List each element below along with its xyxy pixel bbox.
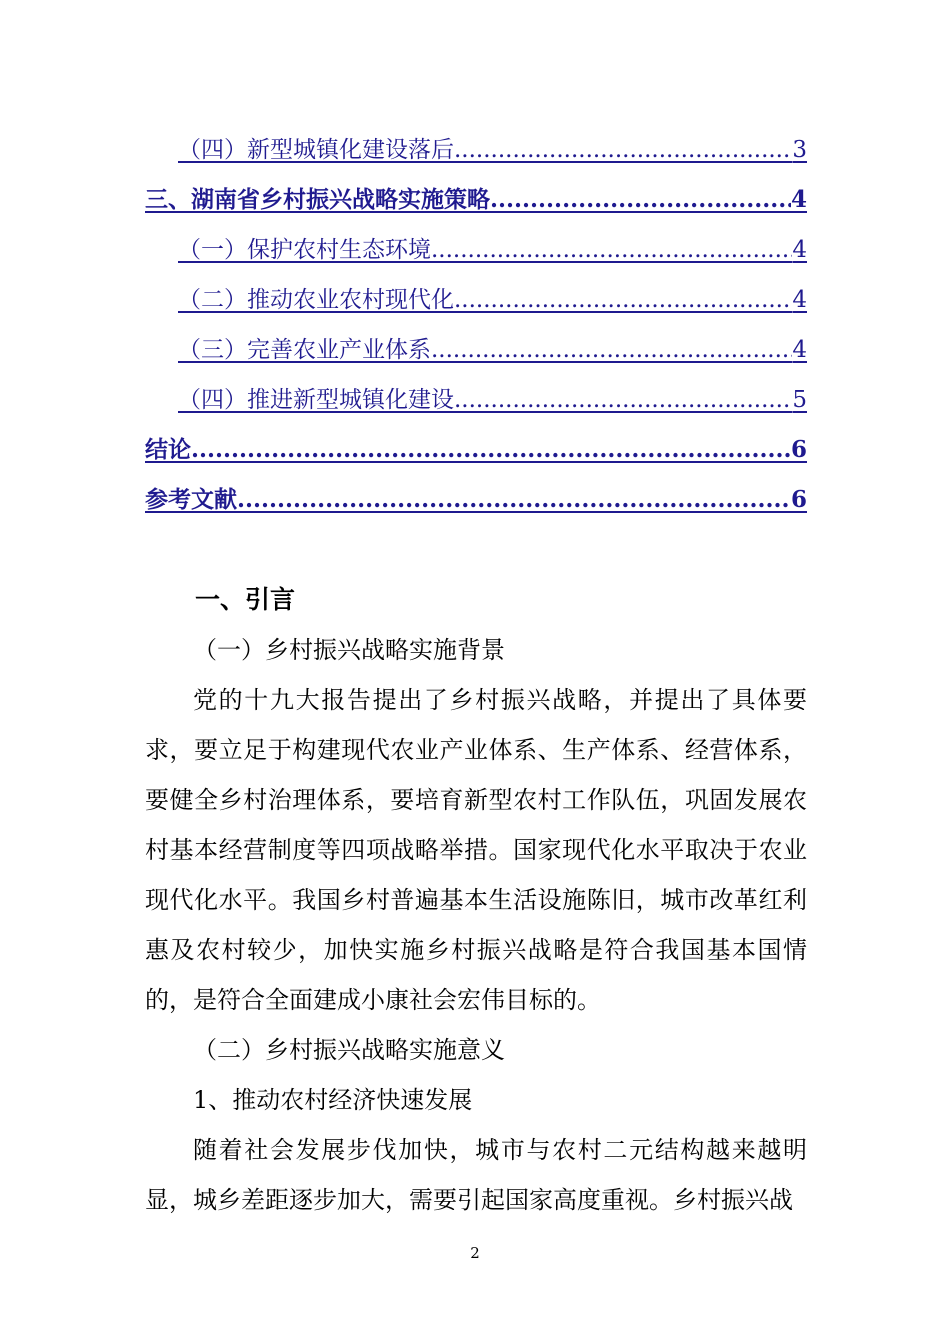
heading-significance: （二）乡村振兴战略实施意义 xyxy=(193,1036,505,1064)
toc-leader-dots xyxy=(237,475,791,525)
toc-leader-dots xyxy=(431,325,792,375)
toc-entry-label: （三）完善农业产业体系 xyxy=(178,337,431,363)
toc-entry-industry-system[interactable] xyxy=(145,325,807,375)
toc-entry-hunan-strategy[interactable] xyxy=(145,175,807,225)
toc-entry-conclusion[interactable] xyxy=(145,425,807,475)
toc-leader-dots xyxy=(454,125,792,175)
page-number: 2 xyxy=(470,1244,480,1262)
toc-entry-page: 4 xyxy=(792,287,807,313)
heading-introduction: 一、引言 xyxy=(195,585,296,614)
toc-leader-dots xyxy=(454,275,792,325)
document-body xyxy=(145,575,807,1225)
toc-entry-references[interactable] xyxy=(145,475,807,525)
toc-entry-label: （一）保护农村生态环境 xyxy=(178,237,431,263)
paragraph-economic-development: 随着社会发展步伐加快，城市与农村二元结构越来越明显，城乡差距逐步加大，需要引起国家高度重视。乡村振兴战 xyxy=(145,1136,807,1214)
toc-entry-label: 参考文献 xyxy=(145,486,237,513)
toc-entry-label: 结论 xyxy=(145,436,191,463)
heading-background: （一）乡村振兴战略实施背景 xyxy=(193,636,505,664)
toc-entry-page: 3 xyxy=(792,137,807,163)
toc-entry-modernization[interactable] xyxy=(145,275,807,325)
toc-leader-dots xyxy=(431,225,792,275)
paragraph-background: 党的十九大报告提出了乡村振兴战略，并提出了具体要求，要立足于构建现代农业产业体系、生产体系、经营体系，要健全乡村治理体系，要培育新型农村工作队伍，巩固发展农村基本经营制度等四项战略举措。国家现代化水平取决于农业现代化水平。我国乡村普遍基本生活设施陈旧，城市改革红利惠及农村较少，加快实施乡村振兴战略是符合我国基本国情的，是符合全面建成小康社会宏伟目标的。 xyxy=(145,686,807,1014)
toc-entry-ecology[interactable] xyxy=(145,225,807,275)
toc-entry-label: （四）推进新型城镇化建设 xyxy=(178,387,454,413)
toc-entry-page: 5 xyxy=(792,387,807,413)
toc-entry-page: 4 xyxy=(790,186,807,213)
toc-entry-page: 6 xyxy=(790,436,807,463)
toc-entry-page: 4 xyxy=(792,237,807,263)
toc-entry-new-urbanization-lagging[interactable] xyxy=(145,125,807,175)
toc-entry-label: （二）推动农业农村现代化 xyxy=(178,287,454,313)
heading-economic-development: 1、推动农村经济快速发展 xyxy=(193,1086,473,1114)
toc-entry-urbanization-construction[interactable] xyxy=(145,375,807,425)
table-of-contents xyxy=(145,125,807,525)
toc-entry-page: 6 xyxy=(790,486,807,513)
toc-leader-dots xyxy=(454,375,792,425)
toc-entry-label: （四）新型城镇化建设落后 xyxy=(178,137,454,163)
toc-entry-page: 4 xyxy=(792,337,807,363)
toc-entry-label: 三、湖南省乡村振兴战略实施策略 xyxy=(145,186,490,213)
toc-leader-dots xyxy=(191,425,791,475)
toc-leader-dots xyxy=(490,175,791,225)
